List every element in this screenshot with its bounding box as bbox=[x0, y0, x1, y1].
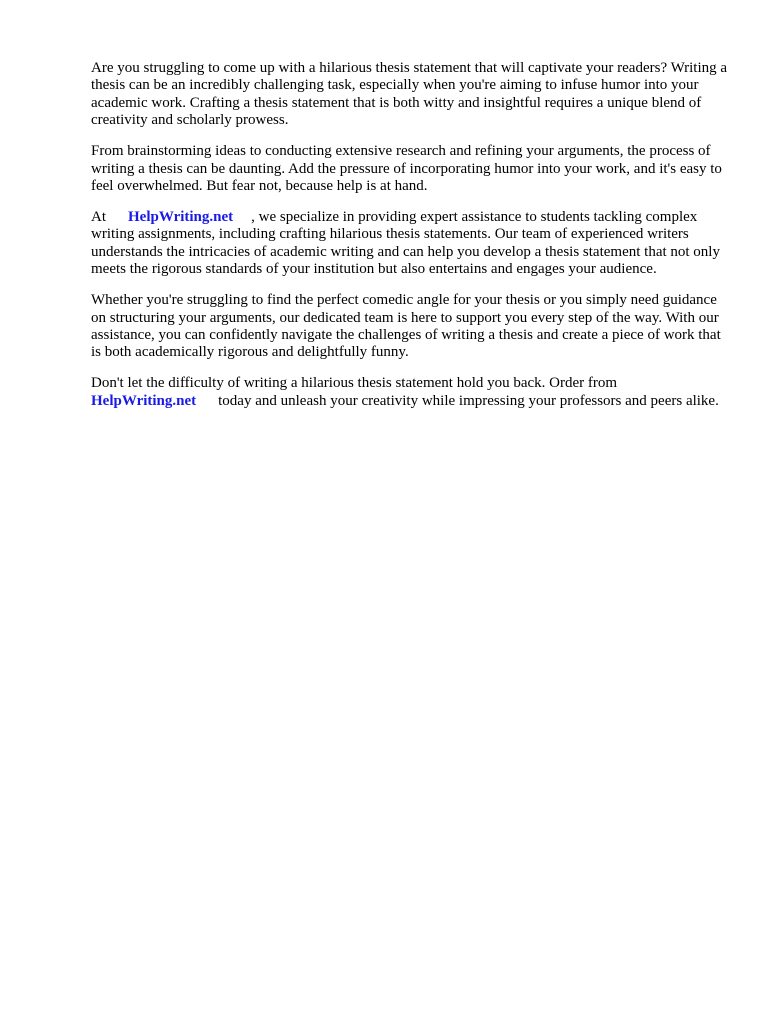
paragraph-closing-lead: Don't let the difficulty of writing a hilarious thesis statement hold you back. Order from bbox=[91, 375, 618, 392]
paragraph-intro: Are you struggling to come up with a hilarious thesis statement that will captivate your readers? Writing a thesis can be an incredibly challenging task, especially when you're aiming to infuse humor into your academic work. Crafting a thesis statement that is both witty and insightful requires a unique blend of creativity and scholarly prowess. bbox=[91, 60, 728, 129]
paragraph-process: From brainstorming ideas to conducting extensive research and refining your arguments, the process of writing a thesis can be daunting. Add the pressure of incorporating humor into your work, and it's easy to feel overwhelmed. But fear not, because help is at hand. bbox=[91, 143, 722, 195]
helpwriting-link[interactable]: HelpWriting.net bbox=[128, 209, 234, 226]
paragraph-service-lead: At bbox=[91, 209, 106, 226]
paragraph-service-rest: , we specialize in providing expert assistance to students tackling complex writing assignments, including crafting hilarious thesis statements. Our team of experienced writers understands the intricacies of academic writing and can help you develop a thesis statement that not only meets the rigorous standards of your institution but also entertains and engages your audience. bbox=[91, 209, 720, 278]
paragraph-closing bbox=[91, 375, 731, 410]
document-body bbox=[91, 60, 731, 424]
paragraph-support: Whether you're struggling to find the perfect comedic angle for your thesis or you simply need guidance on structuring your arguments, our dedicated team is here to support you every step of the way. With our assistance, you can confidently navigate the challenges of writing a thesis and create a piece of work that is both academically rigorous and delightfully funny. bbox=[91, 292, 721, 361]
paragraph-closing-rest: today and unleash your creativity while impressing your professors and peers alike. bbox=[218, 392, 719, 409]
paragraph-service bbox=[91, 209, 731, 279]
helpwriting-link-closing[interactable]: HelpWriting.net bbox=[91, 392, 197, 409]
